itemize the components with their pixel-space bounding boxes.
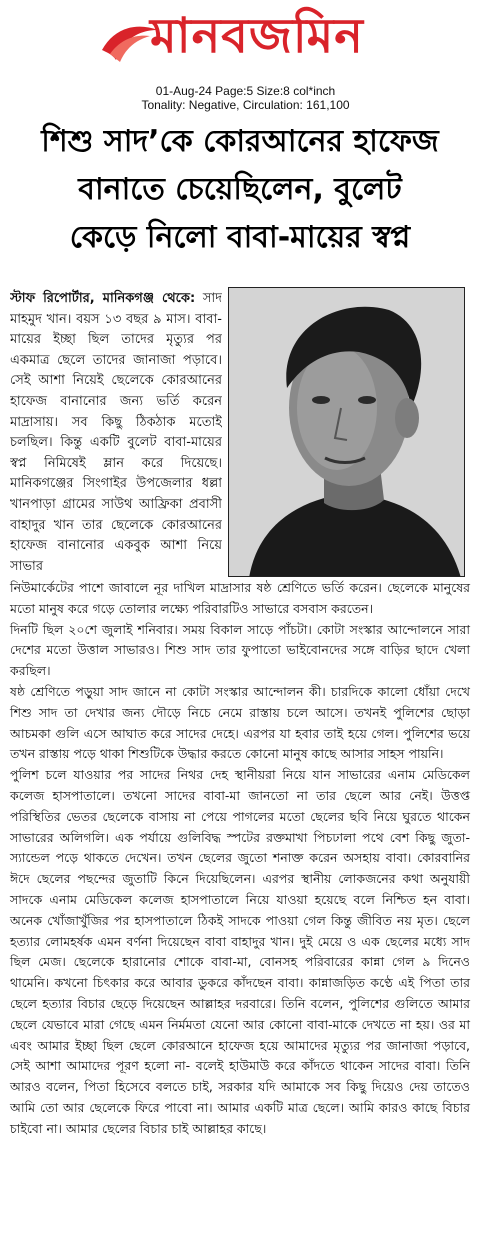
clipping-meta-date: 01-Aug-24 Page:5 Size:8 col*inch: [155, 84, 336, 98]
masthead: [0, 0, 479, 112]
body-paragraph-4: পুলিশ চলে যাওয়ার পর সাদের নিথর দেহ স্থানীয়রা নিয়ে যান সাভারের এনাম মেডিকেল কলেজ হাসপাতালে। তখনো সাদের বাবা-মা জানতো না তার ছেলে আর নেই। উত্তপ্ত পরিস্থিতির ভেতর ছেলেকে বাসায় না পেয়ে পাগলের মতো ছেলের ছবি নিয়ে ঘুরতে থাকেন সাভারের অলিগলি। এক পর্যায়ে গুলিবিদ্ধ স্পটের রক্তমাখা পিচঢালা পথে বেশ কিছু জুতা-স্যান্ডেল পড়ে থাকতে দেখেন। তখন ছেলের জুতো শনাক্ত করেন অসহায় বাবা। কোরবানির ঈদে ছেলের পছন্দের জুতাটি কিনে দিয়েছিলেন। এরপর স্থানীয় লোকজনের কথা অনুযায়ী সাদকে এনাম মেডিকেল কলেজ হাসপাতালে নিয়ে যাওয়া হয়েছে বলে নিশ্চিত হন বাবা। অনেক খোঁজাখুঁজির পর হাসপাতালে ঠিকই সাদকে পাওয়া গেল কিন্তু জীবিত নয় মৃত। ছেলে হত্যার লোমহর্ষক এমন বর্ণনা দিয়েছেন বাবা বাহাদুর খান। দুই মেয়ে ও এক ছেলের মধ্যে সাদ ছিল মেজ। ছেলেকে হারানোর শোকে বাবা-মা, বোনসহ পরিবারের কান্না গেল ৯ দিনেও থামেনি। কখনো চিৎকার করে আবার ডুকরে কাঁদছেন বাবা। কান্নাজড়িত কণ্ঠে এই পিতা তার ছেলে হত্যার বিচার ছেড়ে দিয়েছেন আল্লাহর দরবারে। তিনি বলেন, পুলিশের গুলিতে আমার ছেলে যেভাবে মারা গেছে এমন নির্মমতা যেনো আর কোনো বাবা-মাকে দেখতে না হয়। ওর মা এবং আমার ইচ্ছা ছিল ছেলে কোরআনে হাফেজ হয়ে আমাদের মৃত্যুর পর জানাজা পড়াবে, সেই আশা আমাদের পূরণ হলো না- বলেই হাউমাউ করে কাঁদতে থাকেন সাদের বাবা। তিনি আরও বলেন, পিতা হিসেবে বলতে চাই, সরকার যদি আমাকে সব কিছু দিয়েও দেয় তাতেও আমি তো আর ছেলেকে ফিরে পাবো না। আমার একটি মাত্র ছেলে। আমি কারও কাছে বিচার চাইবো না। আমার ছেলের বিচার চাই আল্লাহর কাছে।: [10, 767, 470, 1136]
body-paragraph-2: দিনটি ছিল ২০শে জুলাই শনিবার। সময় বিকাল সাড়ে পাঁচটা। কোটা সংস্কার আন্দোলনে সারা দেশের মতো উত্তাল সাভারও। শিশু সাদ তার ফুপাতো ভাইবোনদের সঙ্গে বাড়ির ছাদে খেলা করছিল।: [10, 621, 470, 679]
article-body: [10, 578, 470, 1140]
article-headline: [10, 118, 470, 262]
newspaper-logo: মানবজমিন: [150, 8, 364, 64]
headline-line-2: বানাতে চেয়েছিলেন, বুলেট: [78, 172, 402, 207]
byline: স্টাফ রিপোর্টার, মানিকগঞ্জ থেকে:: [10, 291, 196, 306]
headline-line-3: কেড়ে নিলো বাবা-মায়ের স্বপ্ন: [69, 220, 411, 255]
headline-line-1: শিশু সাদ’কে কোরআনের হাফেজ: [41, 124, 439, 159]
body-paragraph-1: নিউমার্কেটের পাশে জাবালে নূর দাখিল মাদ্রাসার ষষ্ঠ শ্রেণিতে ভর্তি করেন। ছেলেকে মানুষের মতো মানুষ করে গড়ে তোলার লক্ষ্যে পরিবারটিও সাভারে বসবাস করতেন।: [10, 580, 470, 616]
article-lead-column: [10, 289, 222, 577]
body-paragraph-3: ষষ্ঠ শ্রেণিতে পড়ুয়া সাদ জানে না কোটা সংস্কার আন্দোলন কী। চারদিকে কালো ধোঁয়া দেখে শিশু সাদ তা দেখার জন্য দৌড়ে নিচে নেমে রাস্তায় চলে আসে। তখনই পুলিশের ছোড়া আচমকা গুলি এসে আঘাত করে সাদের দেহে। এরপর যা হবার তাই হয়ে গেল। পুলিশের ভয়ে তখন রাস্তায় পড়ে থাকা শিশুটিকে উদ্ধার করতে কোনো মানুষ কাছে আসার সাহস পায়নি।: [10, 683, 470, 762]
portrait-image: [229, 288, 465, 577]
portrait-photo: [228, 287, 465, 577]
clipping-meta-tonality: Tonality: Negative, Circulation: 161,100: [141, 98, 350, 112]
lead-paragraph: [10, 289, 222, 577]
lead-text: সাদ মাহমুদ খান। বয়স ১৩ বছর ৯ মাস। বাবা-মায়ের ইচ্ছা ছিল তাদের মৃত্যুর পর একমাত্র ছেলে তাদের জানাজা পড়াবে। সেই আশা নিয়েই ছেলেকে কোরআনের হাফেজ বানানোর জন্য ভর্তি করেন মাদ্রাসায়। সব কিছু ঠিকঠাক মতোই চলছিল। কিন্তু একটি বুলেট বাবা-মায়ের স্বপ্ন নিমিষেই ম্লান করে দিয়েছে। মানিকগঞ্জের সিংগাইর উপজেলার ধল্লা খানপাড়া গ্রামের সাউথ আফ্রিকা প্রবাসী বাহাদুর খান তার ছেলেকে কোরআনের হাফেজ বানানোর একবুক আশা নিয়ে সাভার: [10, 291, 222, 574]
